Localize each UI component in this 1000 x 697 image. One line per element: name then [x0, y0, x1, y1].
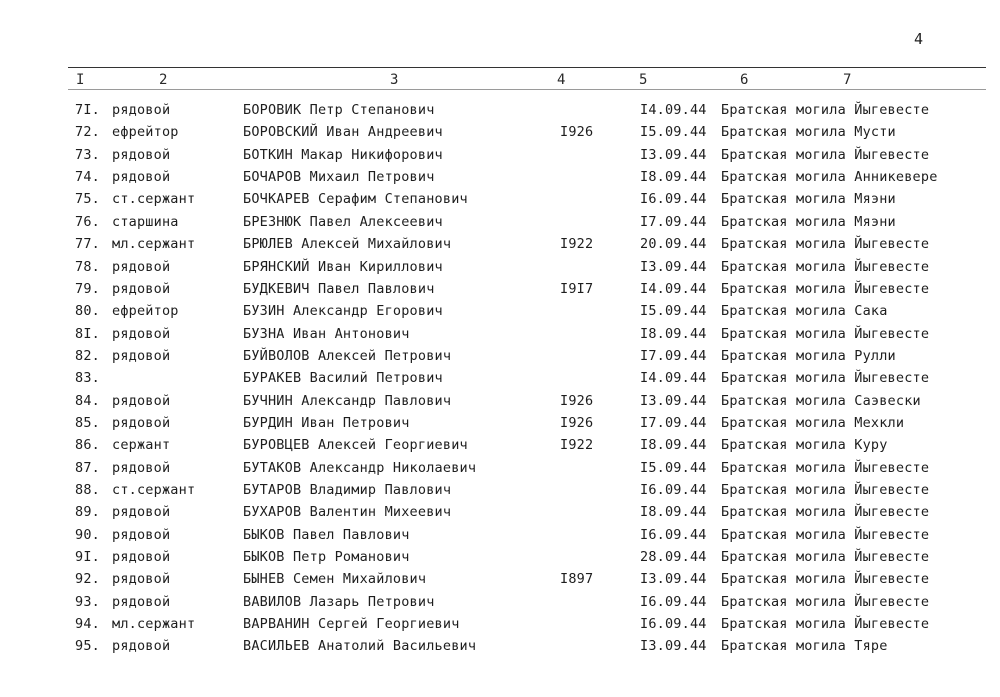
record-number: 73.	[75, 146, 100, 163]
record-number: 77.	[75, 236, 100, 253]
military-rank: рядовой	[112, 146, 171, 163]
military-rank: рядовой	[112, 280, 171, 297]
burial-place: Братская могила Йыгевесте	[721, 459, 930, 476]
death-date: I4.09.44	[640, 280, 707, 297]
burial-place: Братская могила Сака	[721, 303, 888, 320]
burial-place: Братская могила Йыгевесте	[721, 571, 930, 588]
full-name: БУЧНИН Александр Павлович	[243, 392, 452, 409]
military-rank: ст.сержант	[112, 482, 196, 498]
death-date: I3.09.44	[640, 392, 707, 409]
death-date: 20.09.44	[640, 236, 707, 253]
military-rank: рядовой	[112, 325, 171, 342]
military-rank: ефрейтор	[112, 124, 179, 141]
burial-place: Братская могила Йыгевесте	[721, 504, 930, 521]
military-rank: ст.сержант	[112, 191, 196, 208]
full-name: БУЗИН Александр Егорович	[243, 303, 443, 320]
column-header-3: 3	[390, 72, 399, 88]
record-number: 88.	[75, 482, 100, 498]
death-date: I5.09.44	[640, 303, 707, 320]
death-date: I7.09.44	[640, 347, 707, 364]
record-number: 9I.	[75, 549, 100, 565]
burial-place: Братская могила Тяре	[721, 638, 888, 655]
death-date: I6.09.44	[640, 191, 707, 208]
military-rank: рядовой	[112, 593, 171, 610]
record-number: 89.	[75, 504, 100, 521]
record-number: 94.	[75, 616, 100, 633]
full-name: БОЧКАРЕВ Серафим Степанович	[243, 191, 468, 208]
military-rank: мл.сержант	[112, 616, 196, 633]
column-header-1: I	[76, 72, 85, 88]
burial-place: Братская могила Йыгевесте	[721, 526, 930, 543]
full-name: БУХАРОВ Валентин Михеевич	[243, 504, 452, 521]
death-date: I8.09.44	[640, 504, 707, 521]
list-item	[0, 370, 1000, 392]
full-name: БЫКОВ Петр Романович	[243, 549, 410, 565]
list-item	[0, 415, 1000, 437]
record-number: 83.	[75, 370, 100, 387]
record-number: 74.	[75, 169, 100, 186]
list-item	[0, 549, 1000, 571]
death-date: I5.09.44	[640, 459, 707, 476]
page-number: 4	[914, 30, 924, 48]
list-item	[0, 482, 1000, 504]
military-rank: рядовой	[112, 549, 171, 565]
full-name: БУРОВЦЕВ Алексей Георгиевич	[243, 437, 468, 454]
burial-place: Братская могила Куру	[721, 437, 888, 454]
birth-year: I922	[560, 437, 594, 454]
record-number: 87.	[75, 459, 100, 476]
birth-year: I922	[560, 236, 594, 253]
header-rule-bottom	[68, 89, 986, 90]
birth-year: I926	[560, 392, 594, 409]
record-number: 92.	[75, 571, 100, 588]
list-item	[0, 191, 1000, 213]
full-name: БУЙВОЛОВ Алексей Петрович	[243, 347, 452, 364]
column-header-7: 7	[843, 72, 852, 88]
list-item	[0, 594, 1000, 616]
military-rank: рядовой	[112, 258, 171, 275]
record-number: 90.	[75, 526, 100, 543]
full-name: БУЗНА Иван Антонович	[243, 325, 410, 342]
list-item	[0, 504, 1000, 526]
death-date: I5.09.44	[640, 124, 707, 141]
death-date: I3.09.44	[640, 146, 707, 163]
full-name: БУДКЕВИЧ Павел Павлович	[243, 280, 435, 297]
record-number: 78.	[75, 258, 100, 275]
burial-place: Братская могила Мусти	[721, 124, 896, 141]
full-name: ВАВИЛОВ Лазарь Петрович	[243, 593, 435, 610]
full-name: БЫНЕВ Семен Михайлович	[243, 571, 427, 588]
list-item	[0, 236, 1000, 258]
burial-place: Братская могила Йыгевесте	[721, 325, 930, 342]
death-date: I3.09.44	[640, 638, 707, 655]
list-item	[0, 147, 1000, 169]
military-rank: рядовой	[112, 169, 171, 186]
column-header-2: 2	[159, 72, 168, 88]
military-rank: рядовой	[112, 414, 171, 431]
list-item	[0, 326, 1000, 348]
military-rank: рядовой	[112, 459, 171, 476]
death-date: I6.09.44	[640, 593, 707, 610]
death-date: I7.09.44	[640, 213, 707, 230]
header-rule-top	[68, 67, 986, 68]
burial-place: Братская могила Йыгевесте	[721, 280, 930, 297]
record-number: 82.	[75, 347, 100, 364]
death-date: I8.09.44	[640, 437, 707, 454]
military-rank: рядовой	[112, 504, 171, 521]
full-name: БОЧАРОВ Михаил Петрович	[243, 169, 435, 186]
burial-place: Братская могила Рулли	[721, 347, 896, 364]
burial-place: Братская могила Йыгевесте	[721, 102, 930, 118]
military-rank: рядовой	[112, 638, 171, 655]
burial-place: Братская могила Йыгевесте	[721, 482, 930, 498]
full-name: БУТАРОВ Владимир Павлович	[243, 482, 452, 498]
full-name: БУРАКЕВ Василий Петрович	[243, 370, 443, 387]
list-item	[0, 616, 1000, 638]
record-number: 75.	[75, 191, 100, 208]
military-rank: мл.сержант	[112, 236, 196, 253]
death-date: I4.09.44	[640, 370, 707, 387]
list-item	[0, 571, 1000, 593]
military-rank: рядовой	[112, 571, 171, 588]
full-name: БОРОВИК Петр Степанович	[243, 102, 435, 118]
birth-year: I897	[560, 571, 594, 588]
death-date: I8.09.44	[640, 169, 707, 186]
record-number: 8I.	[75, 325, 100, 342]
death-date: I7.09.44	[640, 414, 707, 431]
burial-place: Братская могила Йыгевесте	[721, 370, 930, 387]
record-number: 7I.	[75, 102, 100, 118]
full-name: БРЮЛЕВ Алексей Михайлович	[243, 236, 452, 253]
full-name: БРЯНСКИЙ Иван Кириллович	[243, 258, 443, 275]
burial-place: Братская могила Мяэни	[721, 191, 896, 208]
record-number: 79.	[75, 280, 100, 297]
full-name: БУРДИН Иван Петрович	[243, 414, 410, 431]
burial-place: Братская могила Йыгевесте	[721, 236, 930, 253]
column-header-5: 5	[639, 72, 648, 88]
list-item	[0, 169, 1000, 191]
burial-place: Братская могила Йыгевесте	[721, 258, 930, 275]
burial-place: Братская могила Йыгевесте	[721, 146, 930, 163]
full-name: БУТАКОВ Александр Николаевич	[243, 459, 477, 476]
military-rank: рядовой	[112, 102, 171, 118]
burial-place: Братская могила Саэвески	[721, 392, 921, 409]
military-rank: рядовой	[112, 526, 171, 543]
death-date: I6.09.44	[640, 616, 707, 633]
military-rank: рядовой	[112, 392, 171, 409]
burial-place: Братская могила Мехкли	[721, 414, 905, 431]
birth-year: I926	[560, 124, 594, 141]
burial-place: Братская могила Йыгевесте	[721, 549, 930, 565]
death-date: 28.09.44	[640, 549, 707, 565]
record-number: 84.	[75, 392, 100, 409]
list-item	[0, 638, 1000, 660]
military-rank: старшина	[112, 213, 179, 230]
full-name: БОРОВСКИЙ Иван Андреевич	[243, 124, 443, 141]
record-number: 93.	[75, 593, 100, 610]
list-item	[0, 259, 1000, 281]
full-name: ВАРВАНИН Сергей Георгиевич	[243, 616, 460, 633]
birth-year: I926	[560, 414, 594, 431]
death-date: I3.09.44	[640, 258, 707, 275]
record-number: 95.	[75, 638, 100, 655]
death-date: I6.09.44	[640, 526, 707, 543]
list-item	[0, 102, 1000, 124]
column-header-6: 6	[740, 72, 749, 88]
burial-place: Братская могила Мяэни	[721, 213, 896, 230]
list-item	[0, 303, 1000, 325]
military-rank: ефрейтор	[112, 303, 179, 320]
burial-place: Братская могила Анникевере	[721, 169, 938, 186]
list-item	[0, 214, 1000, 236]
list-item	[0, 527, 1000, 549]
death-date: I8.09.44	[640, 325, 707, 342]
burial-place: Братская могила Йыгевесте	[721, 616, 930, 633]
list-item	[0, 281, 1000, 303]
full-name: БЫКОВ Павел Павлович	[243, 526, 410, 543]
record-number: 76.	[75, 213, 100, 230]
burial-place: Братская могила Йыгевесте	[721, 593, 930, 610]
list-item	[0, 124, 1000, 146]
list-item	[0, 460, 1000, 482]
record-number: 85.	[75, 414, 100, 431]
full-name: БОТКИН Макар Никифорович	[243, 146, 443, 163]
record-number: 72.	[75, 124, 100, 141]
list-item	[0, 437, 1000, 459]
military-rank: сержант	[112, 437, 171, 454]
record-number: 80.	[75, 303, 100, 320]
death-date: I6.09.44	[640, 482, 707, 498]
death-date: I4.09.44	[640, 102, 707, 118]
birth-year: I9I7	[560, 280, 594, 297]
list-item	[0, 393, 1000, 415]
column-header-4: 4	[557, 72, 566, 88]
full-name: ВАСИЛЬЕВ Анатолий Васильевич	[243, 638, 477, 655]
record-number: 86.	[75, 437, 100, 454]
full-name: БРЕЗНЮК Павел Алексеевич	[243, 213, 443, 230]
military-rank: рядовой	[112, 347, 171, 364]
death-date: I3.09.44	[640, 571, 707, 588]
list-item	[0, 348, 1000, 370]
